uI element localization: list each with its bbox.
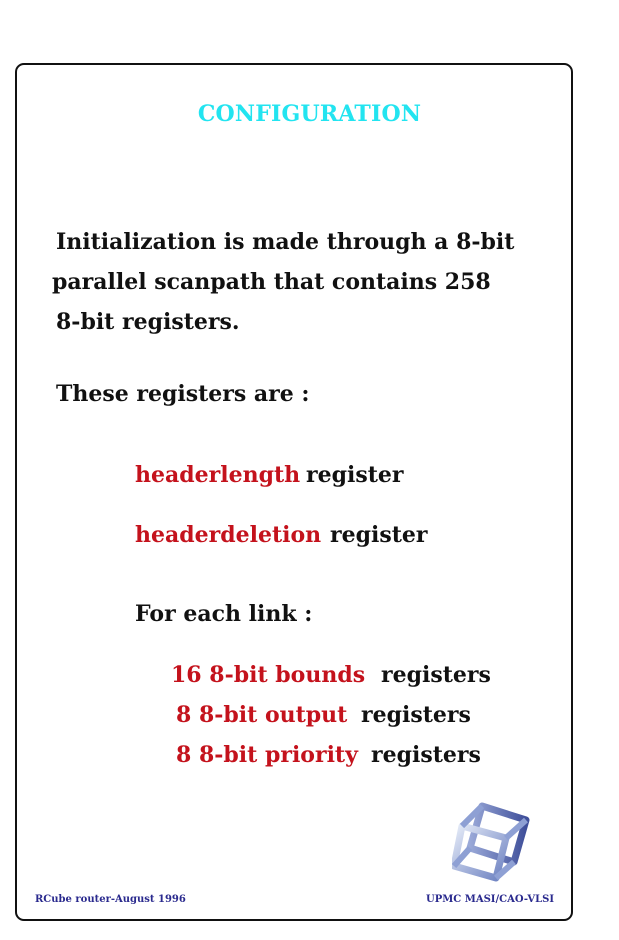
link-heading: For each link : bbox=[135, 601, 313, 627]
register-suffix: registers bbox=[361, 702, 471, 728]
link-register-output: 8 8-bit output bbox=[176, 702, 348, 728]
registers-heading: These registers are : bbox=[56, 381, 310, 407]
intro-line: 8-bit registers. bbox=[56, 309, 240, 335]
slide-frame bbox=[15, 63, 573, 921]
intro-paragraph bbox=[52, 222, 514, 342]
footer-left: RCube router-August 1996 bbox=[35, 894, 186, 905]
register-suffix: register bbox=[330, 522, 428, 548]
register-suffix: registers bbox=[381, 662, 491, 688]
footer-right: UPMC MASI/CAO-VLSI bbox=[426, 894, 555, 905]
register-suffix: register bbox=[306, 462, 404, 488]
intro-line: parallel scanpath that contains 258 bbox=[52, 269, 491, 295]
register-suffix: registers bbox=[371, 742, 481, 768]
link-register-priority: 8 8-bit priority bbox=[176, 742, 358, 768]
link-register-bounds: 16 8-bit bounds bbox=[171, 662, 366, 688]
slide-title: CONFIGURATION bbox=[197, 101, 422, 127]
register-name-headerlength: headerlength bbox=[135, 462, 301, 488]
intro-line: Initialization is made through a 8-bit bbox=[56, 229, 515, 255]
register-name-headerdeletion: headerdeletion bbox=[135, 522, 322, 548]
cube-logo-icon bbox=[452, 800, 534, 882]
